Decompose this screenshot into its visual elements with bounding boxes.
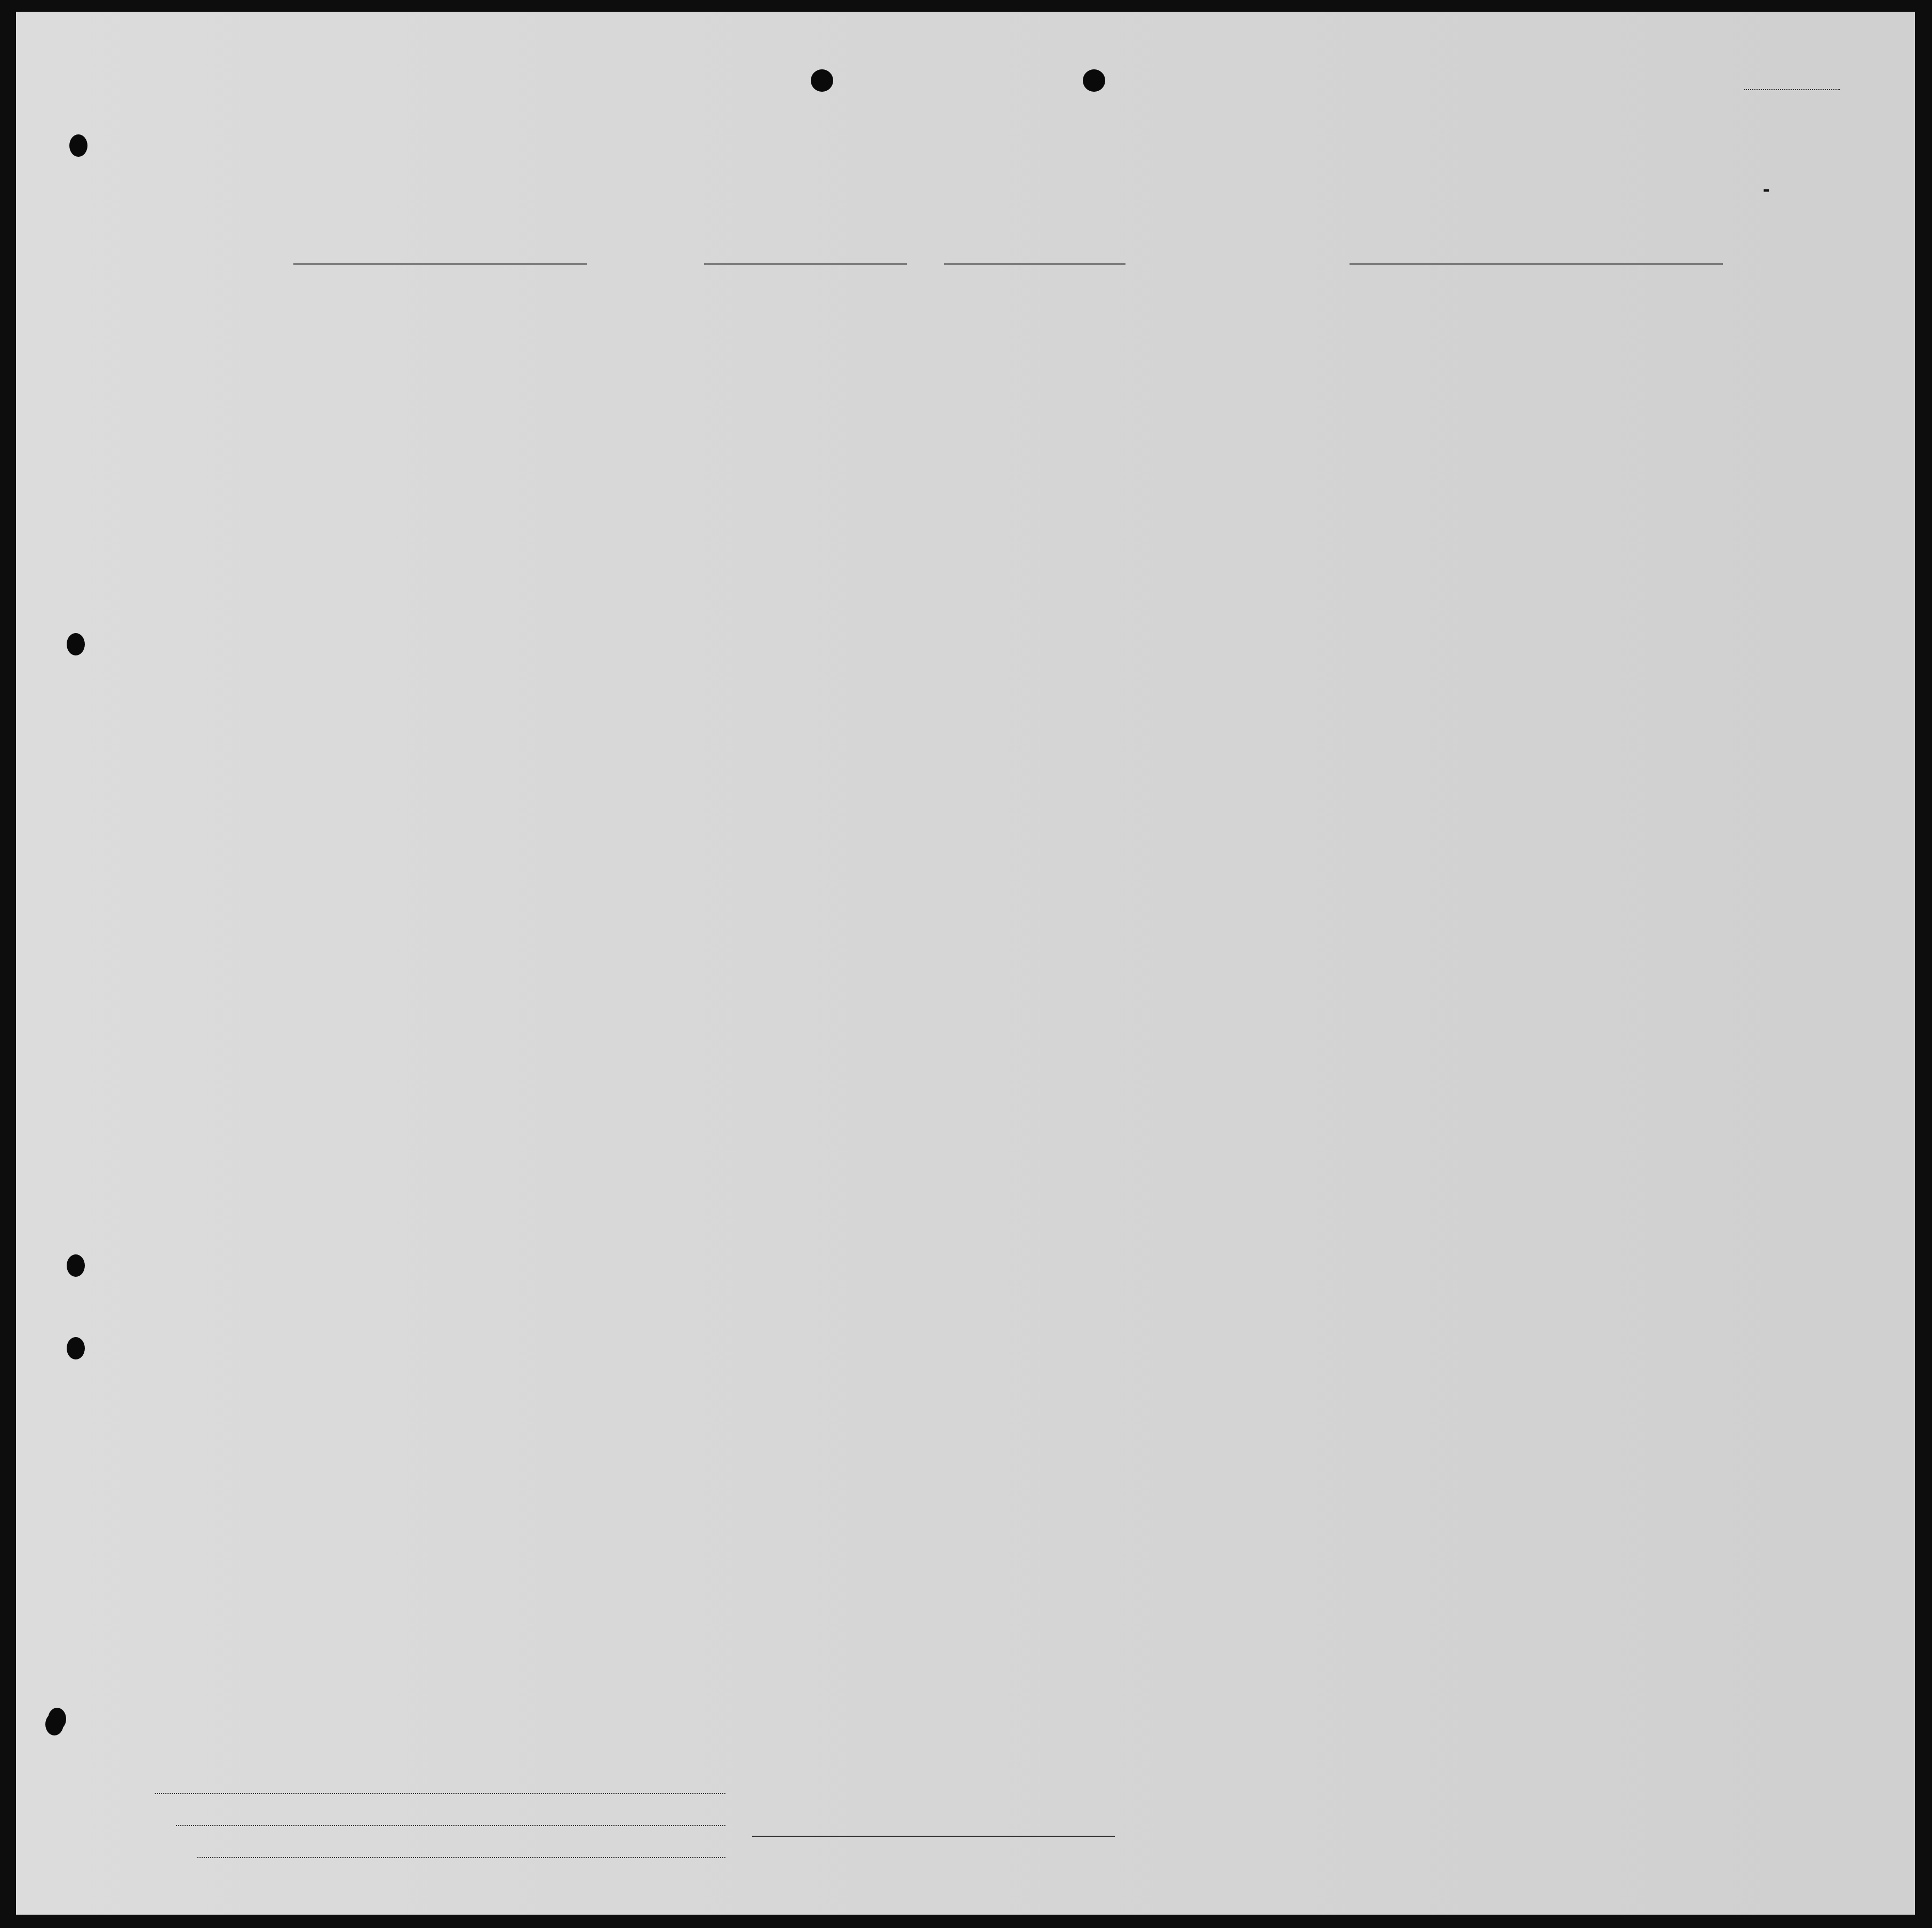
ditto-marks <box>16 12 1915 1915</box>
footer-owners-rule <box>176 1825 725 1826</box>
footer-line-rule <box>155 1793 725 1794</box>
footer-agents-rule <box>197 1857 725 1858</box>
manifest-sheet <box>16 12 1915 1915</box>
signature-rule <box>752 1836 1115 1837</box>
stamp-dash: - <box>1763 178 1770 201</box>
